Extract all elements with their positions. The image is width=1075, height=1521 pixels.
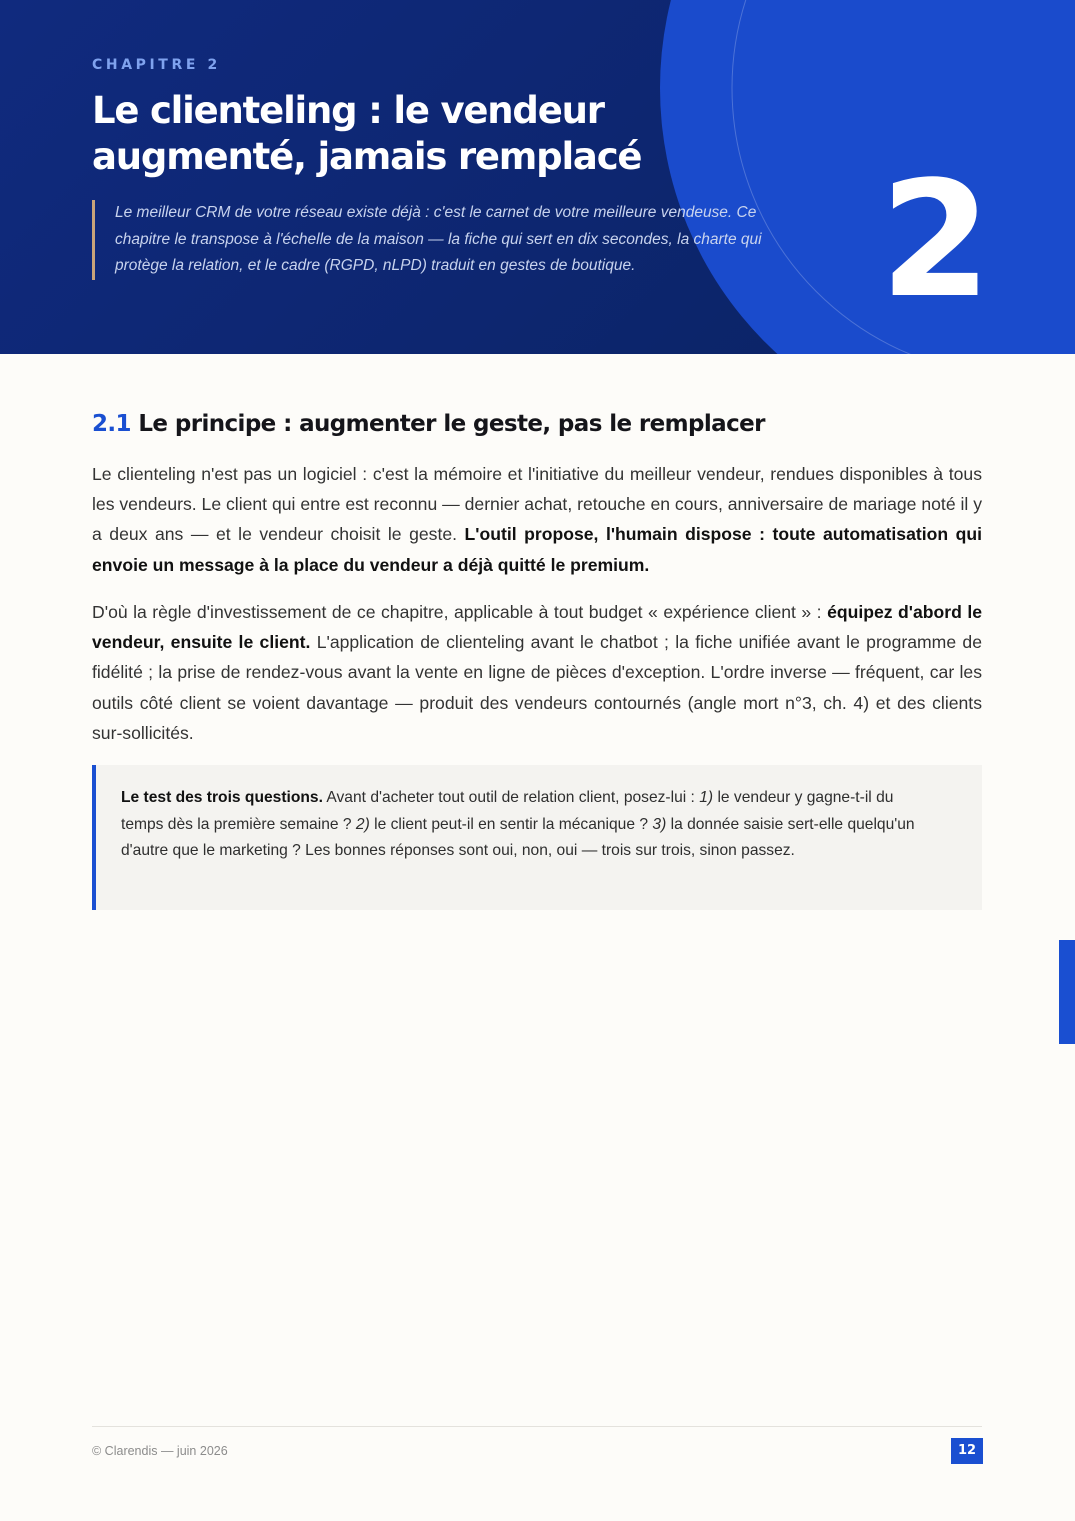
chapter-big-number: 2 bbox=[880, 146, 992, 333]
chapter-header bbox=[0, 0, 1075, 354]
callout-intro: Avant d'acheter tout outil de relation client, posez-lui : bbox=[326, 789, 695, 806]
callout-q1-marker: 1) bbox=[699, 789, 714, 806]
paragraph-1-text: Le clienteling n'est pas un logiciel : c'est la mémoire et l'initiative du meilleur vendeur, rendues disponibles à tous les vendeurs. Le client qui entre est reconnu — dernier achat, retouche en cours, anniversaire de mariage noté il y a deux ans — et le vendeur choisit le geste. bbox=[92, 464, 982, 545]
footer-divider bbox=[92, 1426, 982, 1427]
chapter-kicker: CHAPITRE 2 bbox=[92, 57, 221, 73]
paragraph-2-text-before: D'où la règle d'investissement de ce chapitre, applicable à tout budget « expérience client » : bbox=[92, 602, 822, 622]
callout-lead: Le test des trois questions. bbox=[121, 789, 323, 806]
section-heading bbox=[92, 407, 765, 441]
footer-copyright: © Clarendis — juin 2026 bbox=[92, 1444, 228, 1458]
callout-q3-marker: 3) bbox=[652, 815, 667, 833]
callout-box bbox=[92, 765, 982, 910]
paragraph-1-bold: L'outil propose, l'humain dispose : toute automatisation qui envoie un message à la place du vendeur a déjà quitté le premium. bbox=[92, 524, 983, 575]
callout-q2-marker: 2) bbox=[355, 815, 370, 833]
callout-q2: le client peut-il en sentir la mécanique ? bbox=[374, 815, 649, 833]
section-number: 2.1 bbox=[92, 411, 131, 437]
chapter-intro: Le meilleur CRM de votre réseau existe déjà : c'est le carnet de votre meilleure vendeuse. Ce chapitre le transpose à l'échelle de la maison — la fiche qui sert en dix secondes, la charte qui protège la relation, et le cadre (RGPD, nLPD) traduit en gestes de boutique. bbox=[92, 200, 765, 280]
chapter-side-tab bbox=[1059, 940, 1075, 1044]
page-number: 12 bbox=[951, 1438, 983, 1464]
chapter-title: Le clienteling : le vendeur augmenté, jamais remplacé bbox=[92, 89, 642, 178]
paragraph-2 bbox=[92, 597, 982, 748]
callout-q3: la donnée saisie sert-elle quelqu'un d'autre que le marketing ? Les bonnes réponses sont oui, non, oui — trois sur trois, sinon passez. bbox=[121, 815, 915, 860]
callout-q1: le vendeur y gagne-t-il du temps dès la première semaine ? bbox=[121, 789, 894, 833]
paragraph-2-text-after: L'application de clienteling avant le chatbot ; la fiche unifiée avant le programme de fidélité ; la prise de rendez-vous avant la vente en ligne de pièces d'exception. L'ordre inverse — fréquent, car les outils côté client se voient davantage — produit des vendeurs contournés (angle mort n°3, ch. 4) et des clients sur-sollicités. bbox=[92, 632, 982, 743]
section-title: Le principe : augmenter le geste, pas le remplacer bbox=[138, 411, 765, 437]
paragraph-1 bbox=[92, 459, 982, 580]
paragraph-2-bold: équipez d'abord le vendeur, ensuite le client. bbox=[92, 602, 982, 653]
